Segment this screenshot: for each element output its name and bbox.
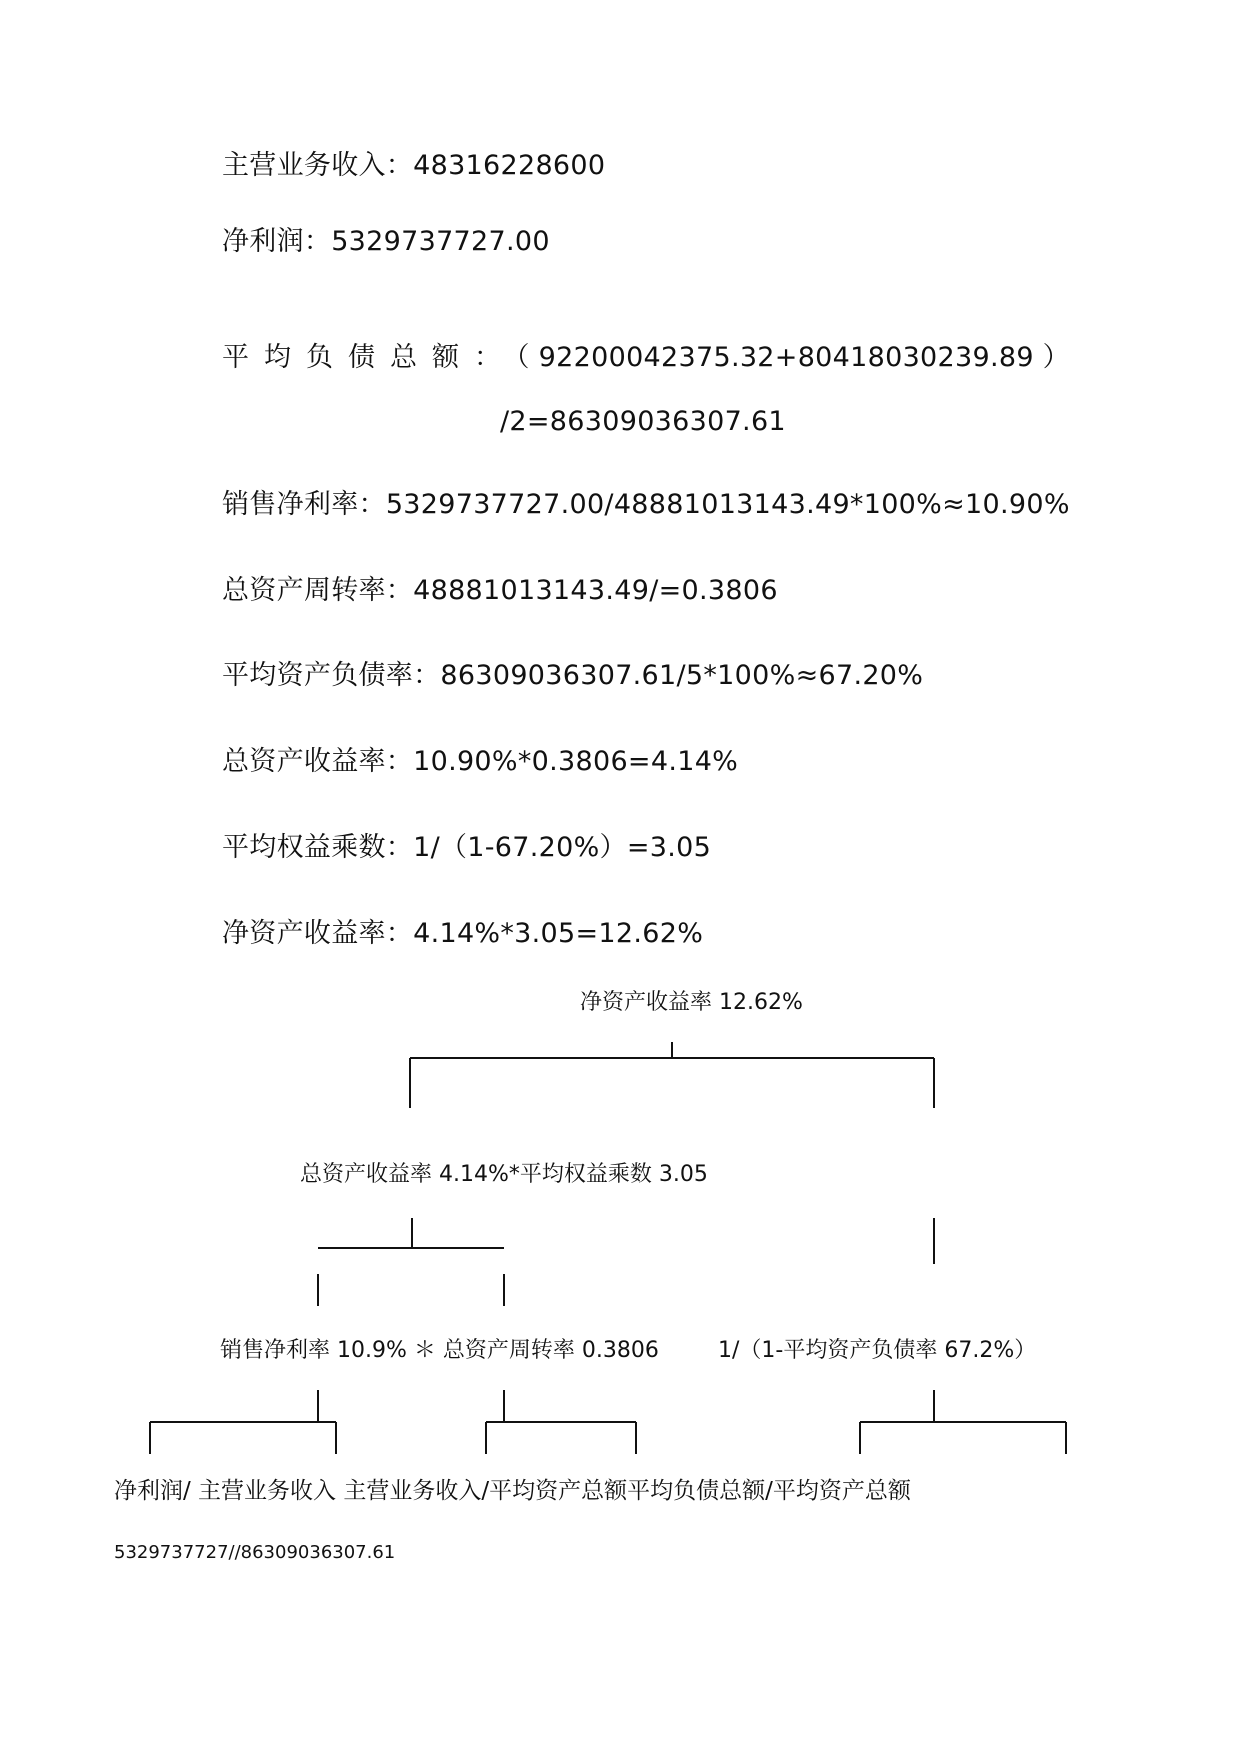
tree-level1-left: 总资产收益率 4.14%*平均权益乘数 3.05	[300, 1162, 708, 1187]
equity-multiplier-label: 平均权益乘数：	[222, 832, 414, 863]
total-asset-turnover-value: 48881013143.49/=0.3806	[413, 575, 778, 606]
avg-debt-ratio-label: 平均资产负债率：	[222, 660, 441, 691]
avg-liabilities-label: 平均负债总额：	[222, 342, 516, 373]
roa-label: 总资产收益率：	[222, 746, 414, 777]
tree-footer: 5329737727//86309036307.61	[114, 1542, 396, 1563]
net-profit-margin-value: 5329737727.00/48881013143.49*100%≈10.90%	[385, 489, 1070, 520]
roe-label: 净资产收益率：	[222, 918, 414, 949]
net-profit-margin-label: 销售净利率：	[222, 489, 386, 520]
tree-leaves: 净利润/ 主营业务收入 主营业务收入/平均资产总额平均负债总额/平均资产总额	[114, 1478, 911, 1504]
tree-root: 净资产收益率 12.62%	[580, 990, 803, 1015]
equity-multiplier-value: 1/（1-67.20%）=3.05	[413, 832, 712, 863]
avg-liabilities-value: （ 92200042375.32+80418030239.89 ）	[516, 342, 1070, 373]
tree-level2-right: 1/（1-平均资产负债率 67.2%）	[718, 1338, 1037, 1363]
avg-liabilities-continuation-value: /2=86309036307.61	[500, 406, 786, 437]
total-asset-turnover-label: 总资产周转率：	[222, 575, 414, 606]
avg-debt-ratio-value: 86309036307.61/5*100%≈67.20%	[440, 660, 924, 691]
roe-value: 4.14%*3.05=12.62%	[413, 918, 704, 949]
roa-value: 10.90%*0.3806=4.14%	[413, 746, 739, 777]
tree-level2-left: 销售净利率 10.9% ＊ 总资产周转率 0.3806	[220, 1338, 659, 1363]
net-profit-label: 净利润：	[222, 226, 332, 257]
main-revenue-value: 48316228600	[413, 150, 606, 181]
main-revenue-label: 主营业务收入：	[222, 150, 414, 181]
net-profit-value: 5329737727.00	[331, 226, 550, 257]
